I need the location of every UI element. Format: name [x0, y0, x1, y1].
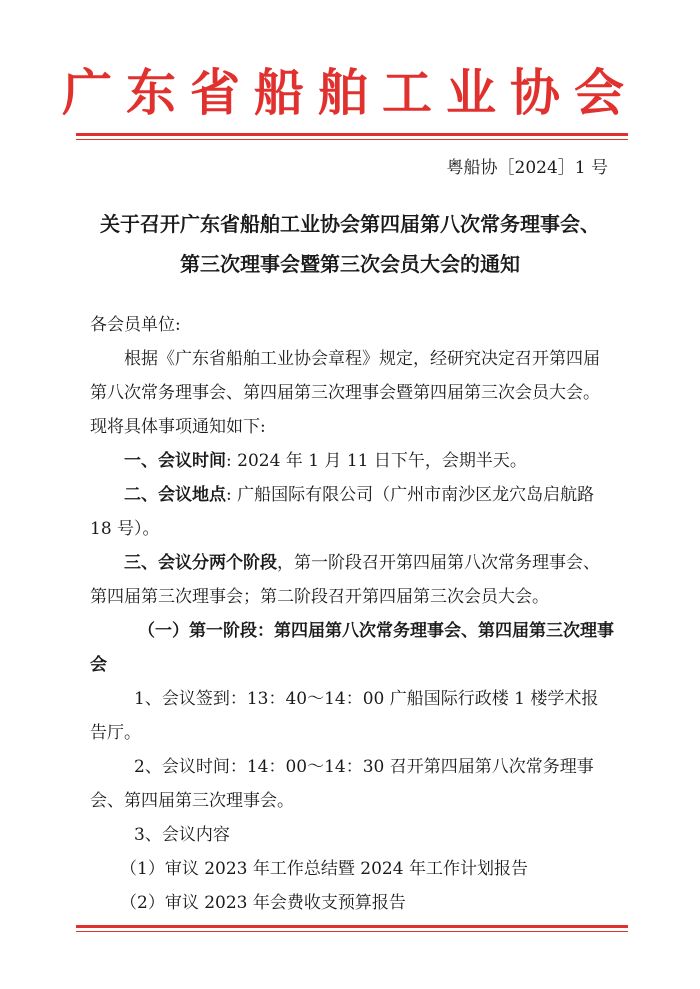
org-masthead: 广东省船舶工业协会: [62, 64, 638, 122]
item-text: : 广船国际有限公司（广州市南沙区龙穴岛启航路 18 号）。: [90, 485, 595, 539]
stage1-heading: [90, 614, 615, 682]
salutation: 各会员单位:: [90, 315, 181, 335]
item-label: 三、会议分两个阶段: [124, 553, 277, 573]
footer-rule-thick: [76, 925, 628, 928]
item-meeting-stages: [90, 546, 615, 614]
item-text: : 2024 年 1 月 11 日下午，会期半天。: [226, 451, 527, 471]
stage1-agenda-item-1: （1）审议 2023 年工作总结暨 2024 年工作计划报告: [120, 859, 528, 879]
stage1-time: 2、会议时间：14：00～14：30 召开第四届第八次常务理事会、第四届第三次理事会。: [90, 757, 594, 811]
item-text: ，第一阶段召开第四届第八次常务理事会、第四届第三次理事会；第二阶段召开第四届第三次会员大会。: [90, 553, 600, 607]
notice-body: [90, 308, 615, 920]
item-meeting-location: [90, 478, 615, 546]
stage1-checkin: 1、会议签到：13：40～14：00 广船国际行政楼 1 楼学术报告厅。: [90, 689, 599, 743]
header-rule-thin: [76, 139, 628, 140]
notice-title: [60, 204, 640, 284]
stage-heading-text: （一）第一阶段：第四届第八次常务理事会、第四届第三次理事会: [90, 621, 614, 675]
title-line-1: 关于召开广东省船舶工业协会第四届第八次常务理事会、: [100, 212, 600, 236]
item-meeting-time: [90, 444, 615, 478]
item-label: 一、会议时间: [124, 451, 226, 471]
intro-paragraph: 根据《广东省船舶工业协会章程》规定，经研究决定召开第四届第八次常务理事会、第四届第三次理事会暨第四届第三次会员大会。现将具体事项通知如下:: [90, 349, 600, 437]
header-rule-thick: [76, 133, 628, 136]
stage1-agenda-item-2: （2）审议 2023 年会费收支预算报告: [120, 893, 406, 913]
stage1-content: 3、会议内容: [134, 825, 230, 845]
document-number: 粤船协［2024］1 号: [446, 158, 608, 178]
footer-rule-thin: [76, 931, 628, 932]
item-label: 二、会议地点: [124, 485, 226, 505]
title-line-2: 第三次理事会暨第三次会员大会的通知: [180, 252, 520, 276]
